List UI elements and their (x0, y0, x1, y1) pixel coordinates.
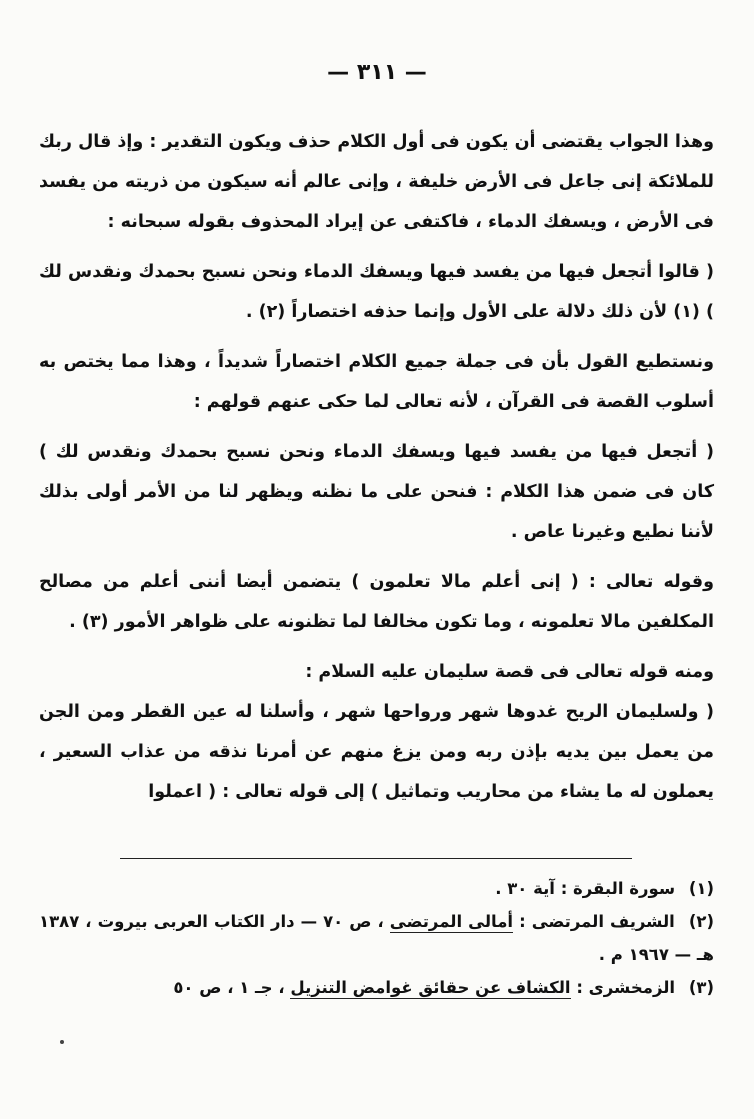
footnote-3-author: الزمخشرى : (576, 978, 676, 997)
footnote-3 (39, 971, 714, 1004)
paragraph-2: ( قالوا أتجعل فيها من يفسد فيها ويسفك الدماء ونحن نسبح بحمدك ونقدس لك ) (١) لأن ذلك دلالة على الأول وإنما حذفه اختصاراً (٢) . (39, 262, 714, 322)
main-text (39, 122, 714, 812)
footnote-2-author: الشريف المرتضى : (519, 912, 675, 931)
footnote-2-book-title: أمالى المرتضى (389, 912, 514, 931)
speck-mark (60, 1040, 64, 1044)
footnote-divider (120, 858, 632, 859)
footnote-3-number: (٣) (688, 978, 714, 997)
paragraph-3: ونستطيع القول بأن فى جملة جميع الكلام اختصاراً شديداً ، وهذا مما يختص به أسلوب القصة فى القرآن ، لأنه تعالى لما حكى عنهم قولهم : (39, 352, 714, 412)
page-number: — ٣١١ — (327, 60, 427, 85)
paragraph-1: وهذا الجواب يقتضى أن يكون فى أول الكلام حذف ويكون التقدير : وإذ قال ربك للملائكة إنى جاعل فى الأرض خليفة ، وإنى عالم أنه سيكون من ذريته من يفسد فى الأرض ، ويسفك الدماء ، فاكتفى عن إيراد المحذوف بقوله سبحانه : (39, 132, 714, 232)
footnote-3-book-title: الكشاف عن حقائق غوامض التنزيل (290, 978, 571, 997)
footnote-1 (39, 872, 714, 905)
footnote-2-number: (٢) (688, 912, 714, 931)
footnote-1-text: سورة البقرة : آية ٣٠ . (495, 879, 676, 898)
paragraph-4: ( أتجعل فيها من يفسد فيها ويسفك الدماء ونحن نسبح بحمدك ونقدس لك ) كان فى ضمن هذا الكلام : فنحن على ما نظنه ويظهر لنا من الأمر أولى بذلك لأننا نطيع وغيرنا عاص . (39, 442, 714, 542)
footnote-1-number: (١) (688, 879, 714, 898)
footnote-3-details: ، جـ ١ ، ص ٥٠ (173, 978, 285, 997)
paragraph-5: وقوله تعالى : ( إنى أعلم مالا تعلمون ) يتضمن أيضا أننى أعلم من مصالح المكلفين مالا تعلمونه ، وما تكون مخالفا لما تظنونه على ظواهر الأمور (٣) . (39, 572, 714, 632)
paragraph-7: ( ولسليمان الريح غدوها شهر ورواحها شهر ، وأسلنا له عين القطر ومن الجن من يعمل بين يديه بإذن ربه ومن يزغ منهم عن أمرنا نذقه من عذاب السعير ، يعملون له ما يشاء من محاريب وتماثيل ) إلى قوله تعالى : ( اعملوا (39, 702, 714, 802)
footnote-2 (39, 905, 714, 971)
footnotes (39, 872, 714, 1004)
footnote-2-details: ، ص ٧٠ — دار الكتاب العربى بيروت ، ١٣٨٧ هـ — ١٩٦٧ م . (39, 912, 714, 964)
paragraph-6: ومنه قوله تعالى فى قصة سليمان عليه السلام : (305, 662, 714, 682)
